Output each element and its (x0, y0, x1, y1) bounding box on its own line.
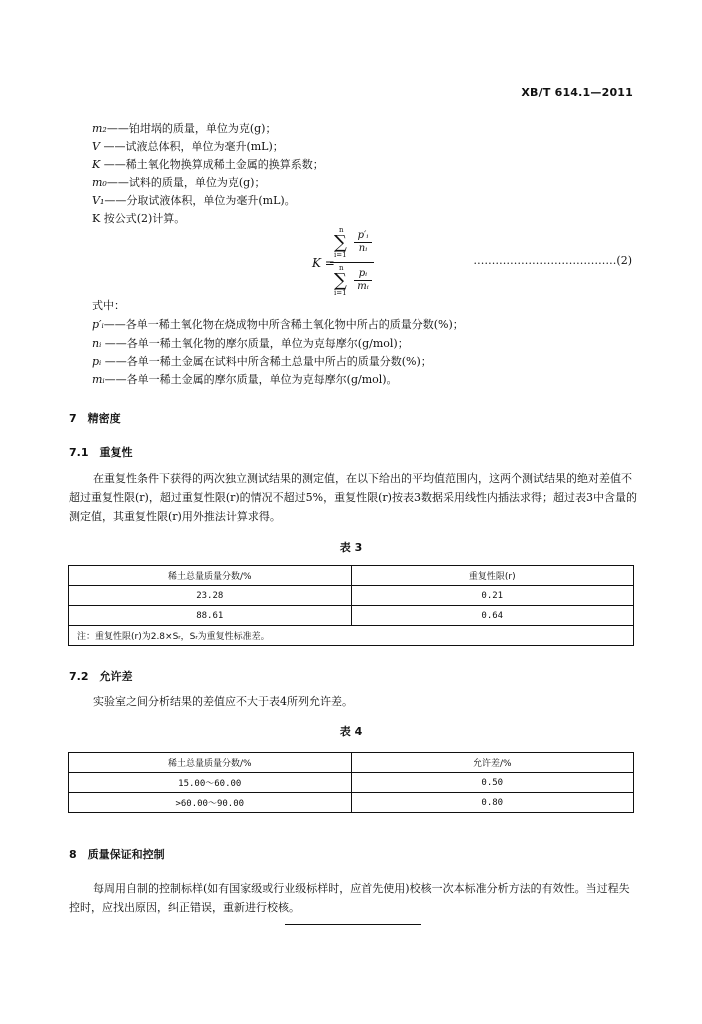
numerator-term (354, 230, 372, 255)
formula-numerator (330, 226, 416, 260)
var-line-ni (92, 336, 409, 351)
equation-number: …………………………………(2) (473, 254, 632, 267)
var-symbol: mᵢ (92, 373, 105, 386)
sum-upper-limit: n (339, 264, 344, 272)
section-7-1-paragraph: 在重复性条件下获得的两次独立测试结果的测定值，在以下给出的平均值范围内，这两个测试结果的绝对差值不超过重复性限(r)，超过重复性限(r)的情况不超过5%，重复性限(r)按表3数据采用线性内插法求得；超过表3中含量的测定值，其重复性限(r)用外推法计算求得。 (69, 472, 637, 523)
var-desc: ——稀土氧化物换算成稀土金属的换算系数； (100, 158, 324, 171)
var-symbol: p′ᵢ (92, 318, 104, 331)
table-row (69, 793, 634, 813)
section-7-2-heading: 7.2 允许差 (69, 670, 133, 683)
denominator-term (354, 268, 372, 293)
var-symbol: nᵢ (92, 337, 102, 350)
table-header-row (69, 566, 634, 586)
sum-lower-limit: i=1 (334, 289, 347, 297)
k-intro: K 按公式(2)计算。 (92, 212, 186, 225)
table-3 (68, 565, 634, 646)
formula-lhs: K = (312, 256, 335, 270)
sum-upper-limit: n (339, 226, 344, 234)
denominator-term-top: pᵢ (358, 268, 368, 279)
var-desc: ——试料的质量，单位为克(g)； (106, 176, 266, 189)
table-cell: 0.64 (351, 606, 634, 626)
end-rule-divider (285, 924, 421, 925)
var-line-v (92, 139, 284, 154)
var-line-v1 (92, 193, 296, 208)
var-desc: ——铂坩埚的质量，单位为克(g)； (106, 122, 277, 135)
table-header-cell: 允许差/% (351, 753, 634, 773)
var-line-mi (92, 372, 398, 387)
fraction-bar (330, 262, 374, 263)
table-cell: >60.00～90.00 (69, 793, 352, 813)
table-cell: 0.50 (351, 773, 634, 793)
table-header-cell: 稀土总量质量分数/% (69, 566, 352, 586)
table-header-row (69, 753, 634, 773)
section-8-heading: 8 质量保证和控制 (69, 848, 165, 861)
section-7-heading: 7 精密度 (69, 412, 121, 425)
var-desc: ——各单一稀土氧化物在烧成物中所含稀土氧化物中所占的质量分数(%)； (103, 318, 464, 331)
var-symbol: V₁ (92, 194, 105, 207)
table-row (69, 773, 634, 793)
table-row (69, 606, 634, 626)
numerator-term-bottom: nᵢ (354, 242, 372, 255)
table-cell: 88.61 (69, 606, 352, 626)
var-symbol: pᵢ (92, 355, 102, 368)
where-label: 式中： (92, 299, 125, 312)
denominator-term-bottom: mᵢ (354, 280, 372, 293)
var-symbol: m₂ (92, 122, 107, 135)
var-desc: ——分取试液体积，单位为毫升(mL)。 (104, 194, 296, 207)
var-symbol: K (92, 158, 101, 171)
var-desc: ——各单一稀土金属在试料中所含稀土总量中所占的质量分数(%)； (101, 355, 432, 368)
table-cell: 23.28 (69, 586, 352, 606)
table-note-row (69, 626, 634, 646)
table-row (69, 586, 634, 606)
var-desc: ——各单一稀土氧化物的摩尔质量，单位为克每摩尔(g/mol)； (101, 337, 409, 350)
var-line-m2 (92, 121, 276, 136)
var-symbol: V (92, 140, 100, 153)
var-line-pi (92, 354, 432, 369)
table-cell: 15.00～60.00 (69, 773, 352, 793)
var-symbol: m₀ (92, 176, 107, 189)
table-cell: 0.80 (351, 793, 634, 813)
sigma-icon: ∑ (334, 270, 347, 291)
section-8-paragraph: 每周用自制的控制标样(如有国家级或行业级标样时，应首先使用)校核一次本标准分析方法的有效性。当过程失控时，应找出原因，纠正错误，重新进行校核。 (69, 882, 630, 914)
section-7-2-paragraph: 实验室之间分析结果的差值应不大于表4所列允许差。 (93, 695, 353, 708)
sum-lower-limit: i=1 (334, 251, 347, 259)
table-4-caption: 表 4 (339, 725, 363, 738)
formula-denominator (330, 264, 416, 298)
numerator-term-top: p′ᵢ (357, 230, 369, 241)
var-desc: ——各单一稀土金属的摩尔质量，单位为克每摩尔(g/mol)。 (104, 373, 398, 386)
var-line-m0 (92, 175, 265, 190)
section-7-1-heading: 7.1 重复性 (69, 446, 133, 459)
var-line-k (92, 157, 324, 172)
formula-2 (312, 226, 422, 298)
table-header-cell: 重复性限(r) (351, 566, 634, 586)
var-desc: ——试液总体积，单位为毫升(mL)； (99, 140, 284, 153)
table-4 (68, 752, 634, 813)
table-3-note: 注：重复性限(r)为2.8×Sᵣ，Sᵣ为重复性标准差。 (69, 626, 634, 646)
var-line-pi-prime (92, 317, 464, 332)
sigma-icon: ∑ (334, 232, 347, 253)
table-3-caption: 表 3 (339, 541, 363, 554)
table-header-cell: 稀土总量质量分数/% (69, 753, 352, 773)
table-cell: 0.21 (351, 586, 634, 606)
standard-code-header: XB/T 614.1—2011 (521, 86, 633, 99)
